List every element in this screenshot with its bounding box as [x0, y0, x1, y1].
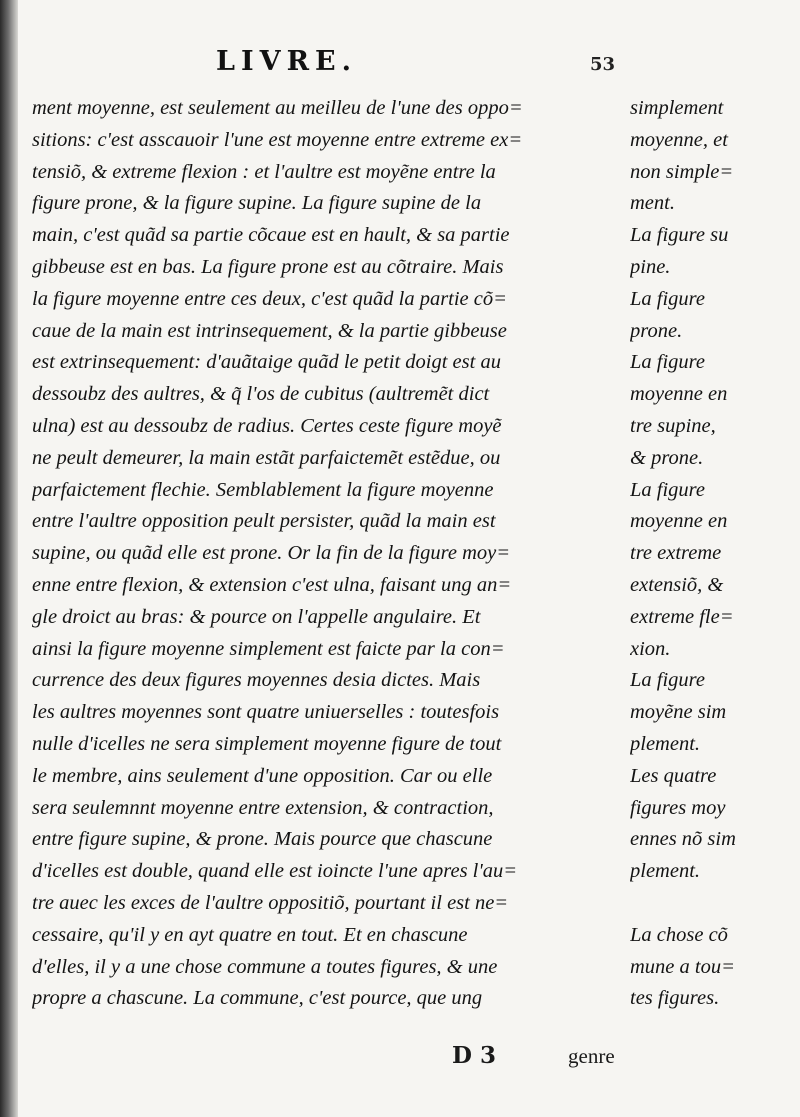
text-line	[32, 601, 792, 633]
text-line	[32, 92, 792, 124]
text-line	[32, 537, 792, 569]
main-text: nulle d'icelles ne sera simplement moyenne figure de tout	[32, 732, 502, 755]
catchword: genre	[568, 1044, 615, 1068]
text-line	[32, 569, 792, 601]
main-text: currence des deux figures moyennes desia dictes. Mais	[32, 669, 481, 692]
marginal-note: La figure	[630, 287, 705, 310]
main-text: entre l'aultre opposition peult persister, quãd la main est	[32, 510, 496, 533]
text-line	[32, 760, 792, 792]
main-text: cessaire, qu'il y en ayt quatre en tout. Et en chascune	[32, 923, 468, 946]
text-line	[32, 283, 792, 315]
marginal-note: tre extreme	[630, 542, 722, 565]
main-text: supine, ou quãd elle est prone. Or la fin de la figure moy=	[32, 542, 511, 565]
main-text: figure prone, & la figure supine. La figure supine de la	[32, 192, 482, 215]
main-text: ulna) est au dessoubz de radius. Certes ceste figure moyẽ	[32, 414, 502, 437]
marginal-note: xion.	[630, 637, 671, 660]
text-line	[32, 664, 792, 696]
main-text: est extrinsequement: d'auãtaige quãd le petit doigt est au	[32, 351, 501, 374]
text-line	[32, 633, 792, 665]
text-line	[32, 156, 792, 188]
main-text: ne peult demeurer, la main estãt parfaictemẽt estẽdue, ou	[32, 446, 501, 469]
running-head: LIVRE.	[216, 46, 357, 77]
main-text: les aultres moyennes sont quatre uniuerselles : toutesfois	[32, 701, 500, 724]
page-footer	[0, 1042, 800, 1078]
text-line	[32, 951, 792, 983]
marginal-note: extreme fle=	[630, 605, 734, 628]
text-line	[32, 315, 792, 347]
main-text: caue de la main est intrinsequement, & la partie gibbeuse	[32, 319, 507, 342]
marginal-note: moyẽne sim	[630, 701, 727, 724]
main-text: ment moyenne, est seulement au meilleu de l'une des oppo=	[32, 97, 523, 119]
marginal-note: moyenne en	[630, 510, 728, 533]
text-line	[32, 728, 792, 760]
marginal-note: prone.	[630, 319, 683, 342]
marginal-note: La figure	[630, 478, 705, 501]
marginal-note: ment.	[630, 192, 675, 215]
marginal-note: tre supine,	[630, 414, 716, 437]
text-line	[32, 855, 792, 887]
marginal-note: & prone.	[630, 446, 704, 469]
main-text: gle droict au bras: & pource on l'appelle angulaire. Et	[32, 605, 481, 628]
text-line	[32, 219, 792, 251]
marginal-note: extensiõ, &	[630, 573, 724, 596]
text-line	[32, 474, 792, 506]
marginal-note: ennes nõ sim	[630, 828, 736, 851]
text-line	[32, 887, 792, 919]
text-line	[32, 792, 792, 824]
marginal-note: figures moy	[630, 796, 726, 819]
main-text: dessoubz des aultres, & q̃ l'os de cubitus (aultremẽt dict	[32, 383, 490, 406]
marginal-note: simplement	[630, 97, 724, 119]
marginal-note: La chose cõ	[630, 923, 728, 946]
main-text: propre a chascune. La commune, c'est pource, que ung	[32, 987, 483, 1010]
main-text: la figure moyenne entre ces deux, c'est quãd la partie cõ=	[32, 287, 507, 310]
main-text: tensiõ, & extreme flexion : et l'aultre est moyẽne entre la	[32, 160, 496, 183]
text-line	[32, 696, 792, 728]
text-block	[32, 92, 792, 1014]
text-line	[32, 251, 792, 283]
text-line	[32, 124, 792, 156]
text-line	[32, 346, 792, 378]
marginal-note: moyenne en	[630, 383, 728, 406]
text-line	[32, 919, 792, 951]
text-line	[32, 187, 792, 219]
marginal-note: plement.	[630, 860, 701, 883]
main-text: d'icelles est double, quand elle est ioincte l'une apres l'au=	[32, 860, 518, 883]
marginal-note: pine.	[630, 255, 671, 278]
main-text: sitions: c'est asscauoir l'une est moyenne entre extreme ex=	[32, 128, 523, 151]
marginal-note: plement.	[630, 732, 701, 755]
main-text: enne entre flexion, & extension c'est ulna, faisant ung an=	[32, 573, 512, 596]
main-text: main, c'est quãd sa partie cõcaue est en hault, & sa partie	[32, 224, 510, 247]
main-text: tre auec les exces de l'aultre oppositiõ, pourtant il est ne=	[32, 891, 509, 914]
page-number: 53	[590, 54, 616, 75]
main-text: sera seulemnnt moyenne entre extension, & contraction,	[32, 796, 494, 819]
text-line	[32, 823, 792, 855]
main-text: entre figure supine, & prone. Mais pource que chascune	[32, 828, 493, 851]
page-gutter-shadow	[0, 0, 18, 1117]
page-header	[0, 46, 800, 86]
main-text: ainsi la figure moyenne simplement est faicte par la con=	[32, 637, 505, 660]
marginal-note: tes figures.	[630, 987, 720, 1010]
text-line	[32, 378, 792, 410]
text-line	[32, 442, 792, 474]
marginal-note: La figure	[630, 669, 705, 692]
marginal-note: La figure	[630, 351, 705, 374]
main-text: gibbeuse est en bas. La figure prone est au cõtraire. Mais	[32, 255, 504, 278]
marginal-note: non simple=	[630, 160, 734, 183]
text-line	[32, 505, 792, 537]
main-text: le membre, ains seulement d'une opposition. Car ou elle	[32, 764, 493, 787]
marginal-note: moyenne, et	[630, 128, 728, 151]
marginal-note: Les quatre	[630, 764, 717, 787]
marginal-note: mune a tou=	[630, 955, 735, 978]
main-text: parfaictement flechie. Semblablement la figure moyenne	[32, 478, 494, 501]
signature-mark: D 3	[452, 1042, 496, 1069]
marginal-note: La figure su	[630, 224, 729, 247]
text-line	[32, 982, 792, 1014]
text-line	[32, 410, 792, 442]
main-text: d'elles, il y a une chose commune a toutes figures, & une	[32, 955, 498, 978]
